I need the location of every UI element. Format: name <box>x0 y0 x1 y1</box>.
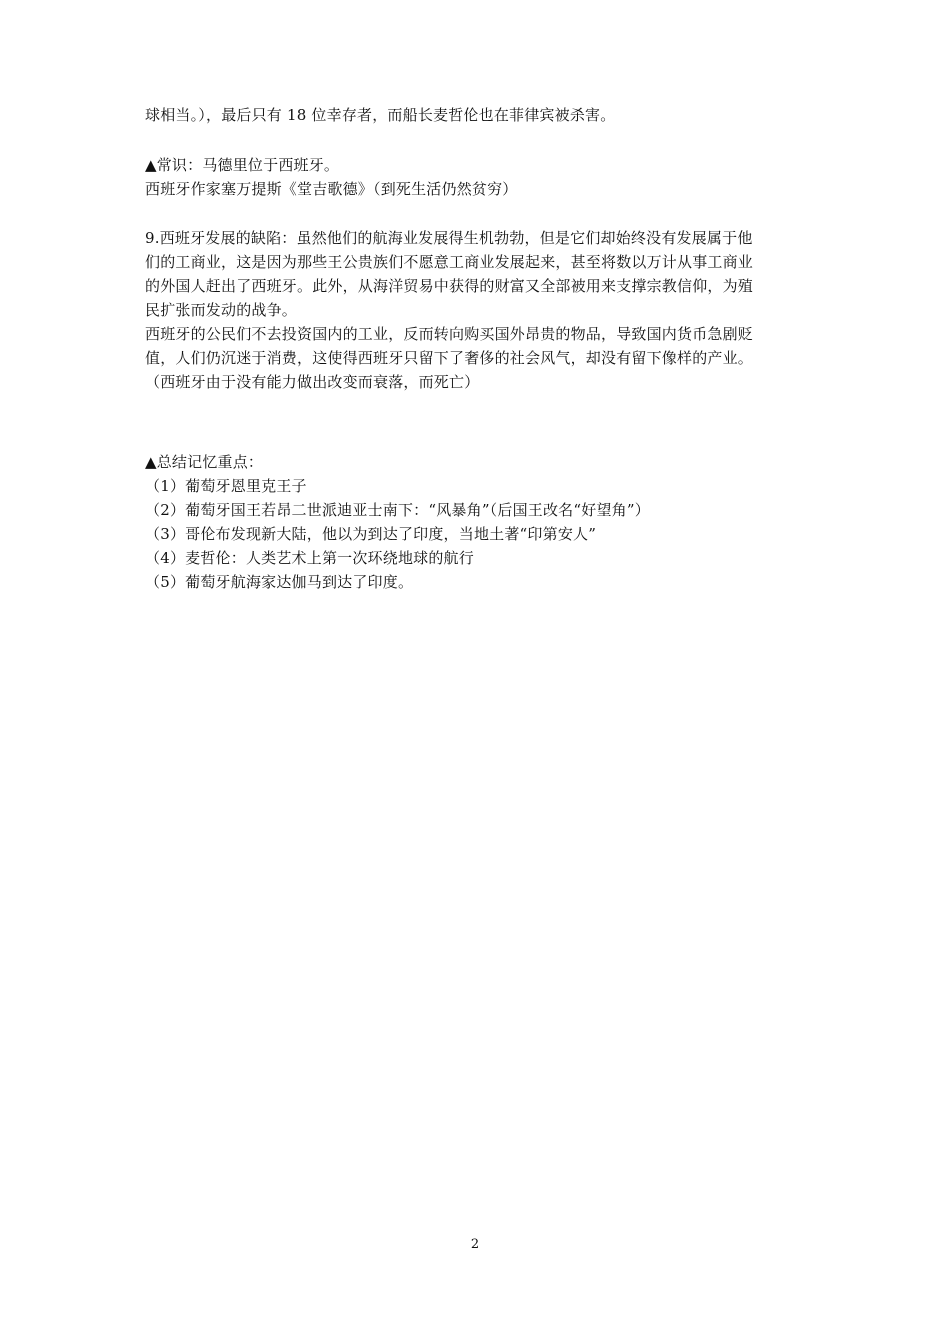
page-number: 2 <box>470 1237 480 1252</box>
common-sense-heading: ▲常识：马德里位于西班牙。 <box>145 156 340 174</box>
summary-item: （1）葡萄牙恩里克王子 <box>145 477 307 495</box>
spain-flaws-heading-line: 9.西班牙发展的缺陷：虽然他们的航海业发展得生机勃勃，但是它们却始终没有发展属于他 <box>145 229 753 247</box>
paragraph-line: （西班牙由于没有能力做出改变而衰落，而死亡） <box>145 373 480 391</box>
paragraph-line: 的外国人赶出了西班牙。此外，从海洋贸易中获得的财富又全部被用来支撑宗教信仰，为殖 <box>145 277 754 295</box>
paragraph-line: 西班牙作家塞万提斯《堂吉歌德》（到死生活仍然贫穷） <box>145 180 518 198</box>
paragraph-line: 值，人们仍沉迷于消费，这使得西班牙只留下了奢侈的社会风气，却没有留下像样的产业。 <box>145 349 754 367</box>
summary-item: （4）麦哲伦：人类艺术上第一次环绕地球的航行 <box>145 549 474 567</box>
paragraph-line: 球相当。），最后只有 18 位幸存者，而船长麦哲伦也在菲律宾被杀害。 <box>145 106 616 124</box>
paragraph-line: 们的工商业，这是因为那些王公贵族们不愿意工商业发展起来，甚至将数以万计从事工商业 <box>145 253 754 271</box>
paragraph-line: 民扩张而发动的战争。 <box>145 301 298 319</box>
summary-item: （5）葡萄牙航海家达伽马到达了印度。 <box>145 573 414 591</box>
summary-item: （2）葡萄牙国王若昂二世派迪亚士南下：“风暴角”（后国王改名“好望角”） <box>145 501 650 519</box>
summary-item: （3）哥伦布发现新大陆，他以为到达了印度，当地土著“印第安人” <box>145 525 597 543</box>
summary-heading: ▲总结记忆重点： <box>145 453 264 471</box>
paragraph-line: 西班牙的公民们不去投资国内的工业，反而转向购买国外昂贵的物品，导致国内货币急剧贬 <box>145 325 754 343</box>
